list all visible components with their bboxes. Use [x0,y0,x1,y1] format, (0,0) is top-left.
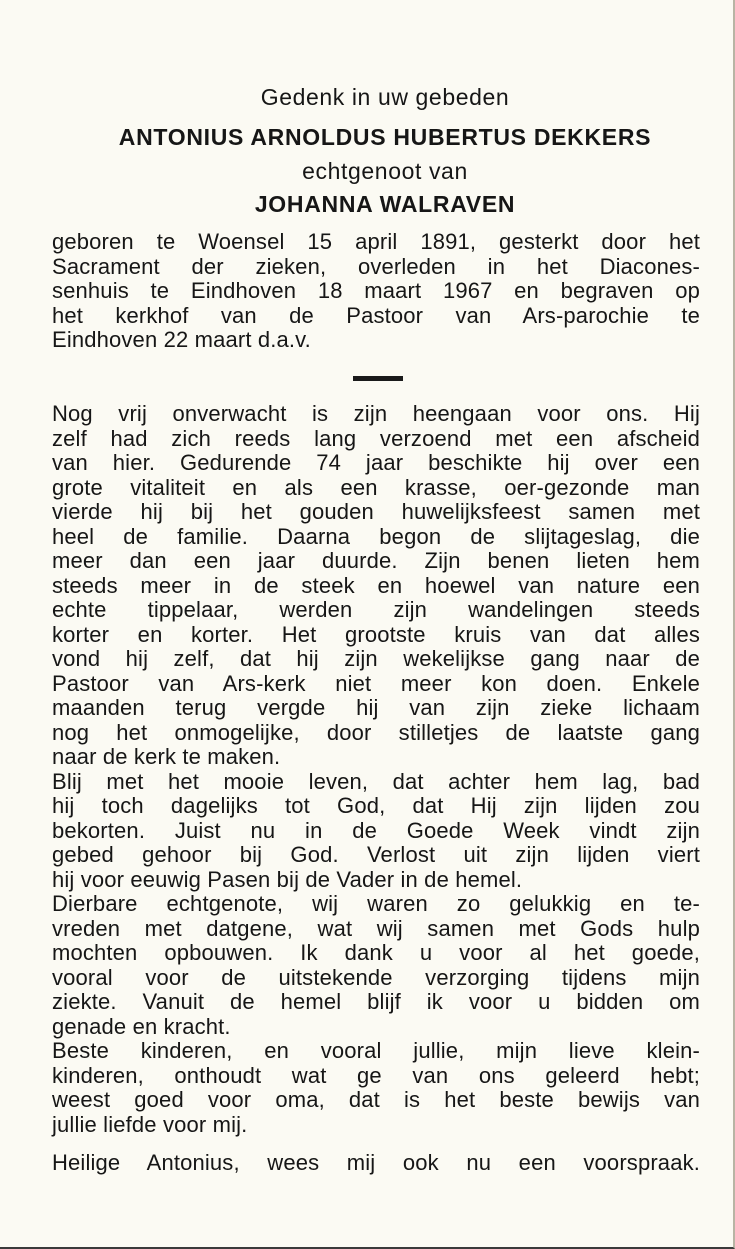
memorial-text [52,402,700,1176]
text-line: bekorten. Juist nu in de Goede Week vindt zijn [52,817,700,843]
text-line: hij toch dagelijks tot God, dat Hij zijn lijden zou [52,793,700,818]
text-line: korter en korter. Het grootste kruis van dat alles [52,621,700,647]
text-line: weest goed voor oma, dat is het beste bewijs van [52,1087,700,1112]
text-line: heel de familie. Daarna begon de slijtageslag, die [52,523,700,549]
biography-line: geboren te Woensel 15 april 1891, gesterkt door het [52,229,700,254]
biography-line: Sacrament der zieken, overleden in het Diacones- [52,253,700,279]
relation-line: echtgenoot van [302,158,468,184]
text-line: steeds meer in de steek en hoewel van nature een [52,572,700,598]
text-line: echte tippelaar, werden zijn wandelingen steeds [52,597,700,622]
text-line: meer dan een jaar duurde. Zijn benen lieten hem [52,548,700,573]
biography-line: Eindhoven 22 maart d.a.v. [52,327,311,352]
text-line: vooral voor de uitstekende verzorging tijdens mijn [52,964,700,990]
spouse-name: JOHANNA WALRAVEN [254,191,516,217]
intro-line: Gedenk in uw gebeden [260,84,510,110]
text-line: grote vitaliteit en als een krasse, oer-gezonde man [52,474,700,500]
text-line: Beste kinderen, en vooral jullie, mijn lieve klein- [52,1038,700,1063]
text-line: Nog vrij onverwacht is zijn heengaan voor ons. Hij [52,401,700,426]
text-line: kinderen, onthoudt wat ge van ons geleerd hebt; [52,1062,700,1088]
closing-prayer: Heilige Antonius, wees mij ook nu een voorspraak. [52,1150,700,1175]
text-line: zelf had zich reeds lang verzoend met een afscheid [52,425,700,451]
text-line: nog het onmogelijke, door stilletjes de laatste gang [52,719,700,745]
biography-paragraph [52,230,700,353]
text-line: vond hij zelf, dat hij zijn wekelijkse gang naar de [52,646,700,671]
text-line: Dierbare echtgenote, wij waren zo gelukkig en te- [52,891,700,916]
text-line: vierde hij bij het gouden huwelijksfeest samen met [52,499,700,524]
text-line: hij voor eeuwig Pasen bij de Vader in de hemel. [52,866,523,892]
biography-line: senhuis te Eindhoven 18 maart 1967 en begraven op [52,278,700,303]
text-line: vreden met datgene, wat wij samen met Gods hulp [52,915,700,941]
text-line: Blij met het mooie leven, dat achter hem lag, bad [52,768,700,794]
text-line: mochten opbouwen. Ik dank u voor al het goede, [52,940,700,965]
text-line: gebed gehoor bij God. Verlost uit zijn lijden viert [52,842,700,867]
biography-line: het kerkhof van de Pastoor van Ars-parochie te [52,302,700,328]
text-line: jullie liefde voor mij. [52,1111,248,1137]
paragraph-gap [52,1137,700,1151]
text-line: genade en kracht. [52,1013,231,1039]
text-line: ziekte. Vanuit de hemel blijf ik voor u bidden om [52,989,700,1014]
divider-rule [353,376,403,381]
deceased-name: ANTONIUS ARNOLDUS HUBERTUS DEKKERS [118,124,652,150]
text-line: Pastoor van Ars-kerk niet meer kon doen. Enkele [52,670,700,696]
text-line: naar de kerk te maken. [52,744,281,769]
text-line: van hier. Gedurende 74 jaar beschikte hij over een [52,450,700,475]
text-line: maanden terug vergde hij van zijn zieke lichaam [52,695,700,720]
